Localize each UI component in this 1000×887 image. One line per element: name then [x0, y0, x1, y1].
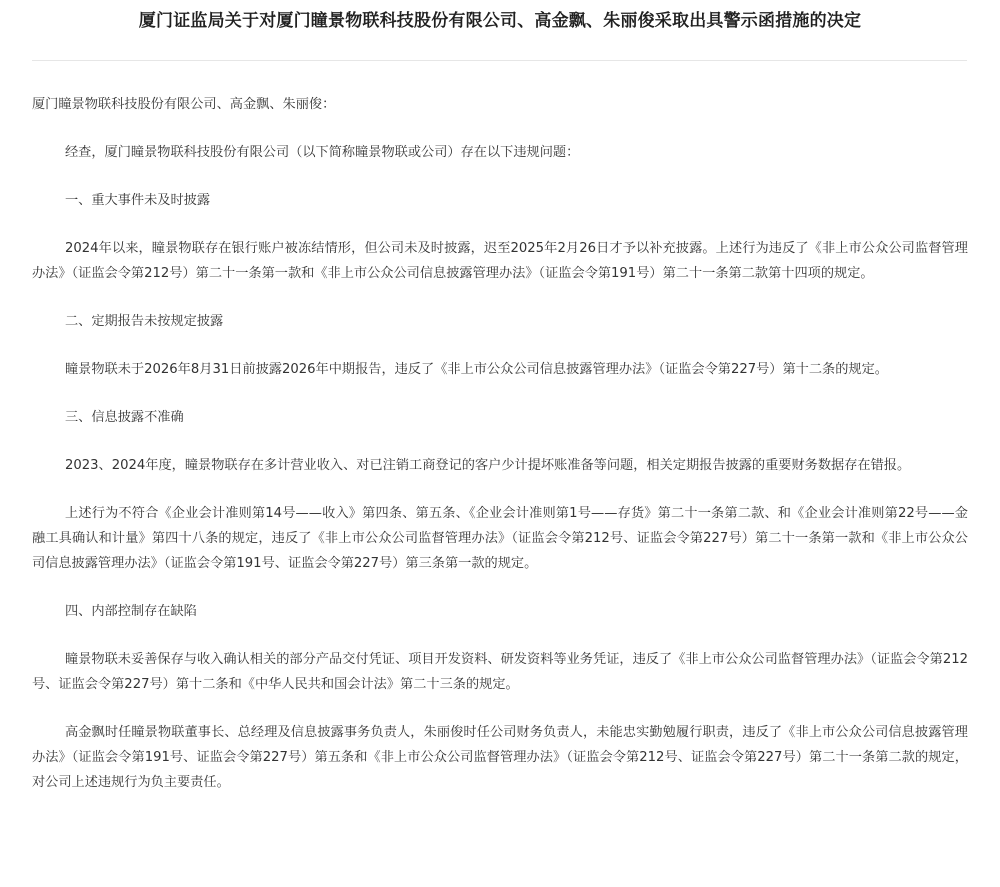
section-2-paragraph: 瞳景物联未于2026年8月31日前披露2026年中期报告，违反了《非上市公众公司信息披露管理办法》（证监会令第227号）第十二条的规定。	[65, 362, 888, 377]
intro-paragraph: 经查，厦门瞳景物联科技股份有限公司（以下简称瞳景物联或公司）存在以下违规问题：	[65, 145, 580, 160]
section-3-paragraph-1: 2023、2024年度，瞳景物联存在多计营业收入、对已注销工商登记的客户少计提坏账准备等问题，相关定期报告披露的重要财务数据存在错报。	[65, 458, 911, 473]
title-divider	[32, 60, 967, 61]
addressee-paragraph: 厦门瞳景物联科技股份有限公司、高金飘、朱丽俊：	[32, 97, 336, 112]
section-heading-1: 一、重大事件未及时披露	[65, 193, 211, 208]
section-heading-2: 二、定期报告未按规定披露	[65, 314, 224, 329]
section-4-paragraph-2: 高金飘时任瞳景物联董事长、总经理及信息披露事务负责人，朱丽俊时任公司财务负责人，未能忠实勤勉履行职责，违反了《非上市公众公司信息披露管理办法》（证监会令第191号、证监会令第227号）第五条和《非上市公众公司监督管理办法》（证监会令第212号、证监会令第227号）第二十一条第二款的规定，对公司上述违规行为负主要责任。	[32, 725, 968, 790]
section-4-paragraph-1: 瞳景物联未妥善保存与收入确认相关的部分产品交付凭证、项目开发资料、研发资料等业务凭证，违反了《非上市公众公司监督管理办法》（证监会令第212号、证监会令第227号）第十二条和《中华人民共和国会计法》第二十三条的规定。	[32, 652, 968, 692]
section-3-paragraph-2: 上述行为不符合《企业会计准则第14号——收入》第四条、第五条、《企业会计准则第1号——存货》第二十一条第二款、和《企业会计准则第22号——金融工具确认和计量》第四十八条的规定，违反了《非上市公众公司监督管理办法》（证监会令第212号、证监会令第227号）第二十一条第一款和《非上市公众公司信息披露管理办法》（证监会令第191号、证监会令第227号）第三条第一款的规定。	[32, 506, 968, 571]
document-title: 厦门证监局关于对厦门瞳景物联科技股份有限公司、高金飘、朱丽俊采取出具警示函措施的决定	[138, 11, 862, 31]
section-heading-3: 三、信息披露不准确	[65, 410, 184, 425]
section-1-paragraph: 2024年以来，瞳景物联存在银行账户被冻结情形，但公司未及时披露，迟至2025年2月26日才予以补充披露。上述行为违反了《非上市公众公司监督管理办法》（证监会令第212号）第二十一条第一款和《非上市公众公司信息披露管理办法》（证监会令第191号）第二十一条第二款第十四项的规定。	[32, 241, 968, 281]
section-heading-4: 四、内部控制存在缺陷	[65, 604, 197, 619]
document-body	[32, 92, 968, 818]
